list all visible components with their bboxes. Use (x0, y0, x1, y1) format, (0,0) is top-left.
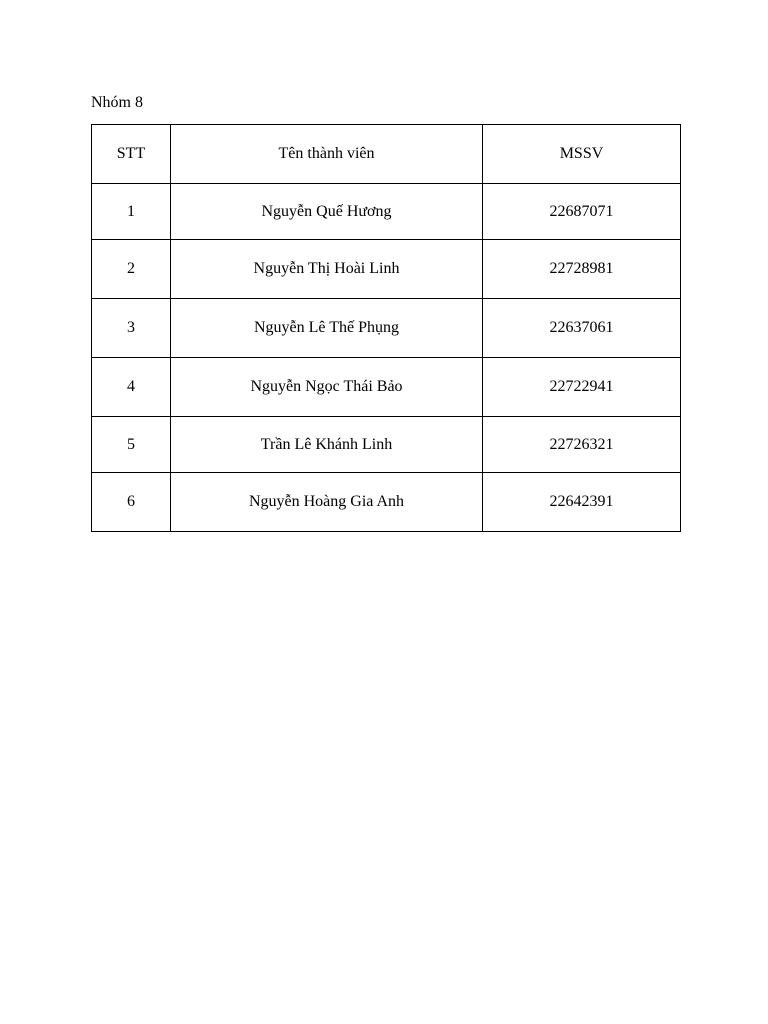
group-title: Nhóm 8 (91, 94, 143, 111)
cell-member-name: Nguyễn Thị Hoài Linh (171, 240, 483, 299)
table-row (92, 240, 681, 299)
cell-mssv: 22637061 (483, 299, 681, 358)
header-mssv: MSSV (483, 125, 681, 184)
cell-mssv: 22722941 (483, 358, 681, 417)
members-table (91, 124, 681, 532)
table-header-row (92, 125, 681, 184)
cell-member-name: Nguyễn Lê Thế Phụng (171, 299, 483, 358)
table-row (92, 417, 681, 473)
cell-mssv: 22642391 (483, 473, 681, 532)
cell-stt: 4 (92, 358, 171, 417)
header-member-name: Tên thành viên (171, 125, 483, 184)
cell-stt: 3 (92, 299, 171, 358)
cell-stt: 1 (92, 184, 171, 240)
cell-member-name: Nguyễn Ngọc Thái Bảo (171, 358, 483, 417)
table-row (92, 473, 681, 532)
table-row (92, 358, 681, 417)
cell-stt: 2 (92, 240, 171, 299)
cell-stt: 5 (92, 417, 171, 473)
cell-mssv: 22726321 (483, 417, 681, 473)
header-stt: STT (92, 125, 171, 184)
cell-mssv: 22728981 (483, 240, 681, 299)
table-row (92, 184, 681, 240)
cell-mssv: 22687071 (483, 184, 681, 240)
table-row (92, 299, 681, 358)
cell-member-name: Trần Lê Khánh Linh (171, 417, 483, 473)
cell-member-name: Nguyễn Hoàng Gia Anh (171, 473, 483, 532)
cell-member-name: Nguyễn Quế Hương (171, 184, 483, 240)
cell-stt: 6 (92, 473, 171, 532)
